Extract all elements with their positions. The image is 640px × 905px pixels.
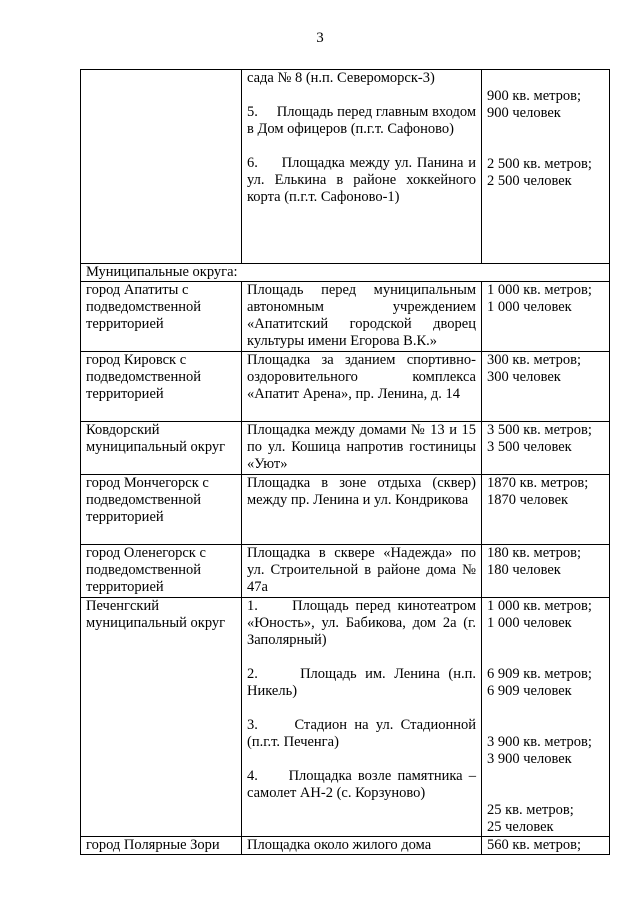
site-description: Площадка в сквере «Надежда» по ул. Строительной в районе дома № 47а: [247, 545, 476, 595]
sites-table: [80, 69, 610, 855]
capacity-people: 1870 человек: [487, 492, 569, 508]
site-description: Площадка в зоне отдыха (сквер) между пр. Ленина и ул. Кондрикова: [247, 475, 476, 508]
capacity-cell: [482, 352, 610, 422]
capacity-area: 1 000 кв. метров;: [487, 598, 592, 614]
capacity-cell: [482, 598, 610, 837]
table-row: [81, 837, 610, 855]
capacity-area: 6 909 кв. метров;: [487, 666, 592, 682]
capacity-area: 3 500 кв. метров;: [487, 422, 592, 438]
capacity-people: 1 000 человек: [487, 615, 572, 631]
capacity-area: 25 кв. метров;: [487, 802, 574, 818]
capacity-entry: [487, 545, 604, 579]
site-description: 3. Стадион на ул. Стадионной (п.г.т. Печенга): [247, 717, 476, 750]
capacity-entry: [487, 475, 604, 509]
table-row: [81, 70, 610, 264]
capacity-entry: [487, 282, 604, 316]
capacity-people: 300 человек: [487, 369, 561, 385]
municipality-cell: город Апатиты с подведомственной территорией: [81, 282, 242, 352]
table-row: [81, 352, 610, 422]
table-row: [81, 598, 610, 837]
site-cell: [242, 475, 482, 545]
capacity-entry: [487, 88, 604, 122]
municipality-cell: город Кировск с подведомственной территорией: [81, 352, 242, 422]
capacity-entry: [487, 837, 604, 854]
site-description: 2. Площадь им. Ленина (н.п. Никель): [247, 666, 476, 699]
capacity-people: 900 человек: [487, 105, 561, 121]
municipality-cell: город Полярные Зори: [81, 837, 242, 855]
capacity-area: 3 900 кв. метров;: [487, 734, 592, 750]
capacity-cell: [482, 422, 610, 475]
municipality-cell: Печенгский муниципальный округ: [81, 598, 242, 837]
capacity-people: 3 900 человек: [487, 751, 572, 767]
capacity-entry: [487, 422, 604, 456]
site-description: 5. Площадь перед главным входом в Дом офицеров (п.г.т. Сафоново): [247, 104, 476, 137]
capacity-area: 2 500 кв. метров;: [487, 156, 592, 172]
site-cell: [242, 598, 482, 837]
municipality-cell: Ковдорский муниципальный округ: [81, 422, 242, 475]
capacity-area: 180 кв. метров;: [487, 545, 582, 561]
capacity-area: 1870 кв. метров;: [487, 475, 589, 491]
site-description: Площадка между домами № 13 и 15 по ул. Кошица напротив гостиницы «Уют»: [247, 422, 476, 472]
capacity-people: 6 909 человек: [487, 683, 572, 699]
municipality-cell: город Мончегорск с подведомственной территорией: [81, 475, 242, 545]
capacity-entry: [487, 802, 604, 836]
capacity-area: 300 кв. метров;: [487, 352, 582, 368]
site-cell: [242, 352, 482, 422]
site-cell: [242, 545, 482, 598]
capacity-cell: [482, 545, 610, 598]
table-body: [81, 70, 610, 855]
table-row: [81, 545, 610, 598]
capacity-people: 180 человек: [487, 562, 561, 578]
site-cell: [242, 837, 482, 855]
capacity-cell: [482, 837, 610, 855]
section-row: [81, 264, 610, 282]
table-row: [81, 282, 610, 352]
site-description: Площадка около жилого дома: [247, 837, 432, 853]
capacity-entry: [487, 598, 604, 632]
capacity-cell: [482, 282, 610, 352]
capacity-cell: [482, 70, 610, 264]
site-cell: [242, 70, 482, 264]
site-cell: [242, 422, 482, 475]
site-description: 4. Площадка возле памятника – самолет АН-2 (с. Корзуново): [247, 768, 476, 801]
municipality-cell: город Оленегорск с подведомственной территорией: [81, 545, 242, 598]
site-description: 6. Площадка между ул. Панина и ул. Елькина в районе хоккейного корта (п.г.т. Сафоново-1): [247, 155, 476, 205]
capacity-people: 1 000 человек: [487, 299, 572, 315]
capacity-area: 560 кв. метров;: [487, 837, 582, 853]
capacity-entry: [487, 156, 604, 190]
section-title: Муниципальные округа:: [81, 264, 610, 282]
capacity-people: 3 500 человек: [487, 439, 572, 455]
site-cell: [242, 282, 482, 352]
capacity-entry: [487, 734, 604, 768]
capacity-area: 1 000 кв. метров;: [487, 282, 592, 298]
table-row: [81, 475, 610, 545]
capacity-people: 25 человек: [487, 819, 554, 835]
site-description: Площадь перед муниципальным автономным учреждением «Апатитский городской дворец культуры имени Егорова В.К.»: [247, 282, 476, 349]
capacity-entry: [487, 666, 604, 700]
site-description: сада № 8 (н.п. Североморск-3): [247, 70, 435, 86]
capacity-entry: [487, 352, 604, 386]
page-number: 3: [316, 30, 324, 46]
site-description: Площадка за зданием спортивно-оздоровительного комплекса «Апатит Арена», пр. Ленина, д. 14: [247, 352, 476, 402]
table-row: [81, 422, 610, 475]
capacity-cell: [482, 475, 610, 545]
municipality-cell: [81, 70, 242, 264]
site-description: 1. Площадь перед кинотеатром «Юность», ул. Бабикова, дом 2а (г. Заполярный): [247, 598, 476, 648]
capacity-area: 900 кв. метров;: [487, 88, 582, 104]
capacity-people: 2 500 человек: [487, 173, 572, 189]
